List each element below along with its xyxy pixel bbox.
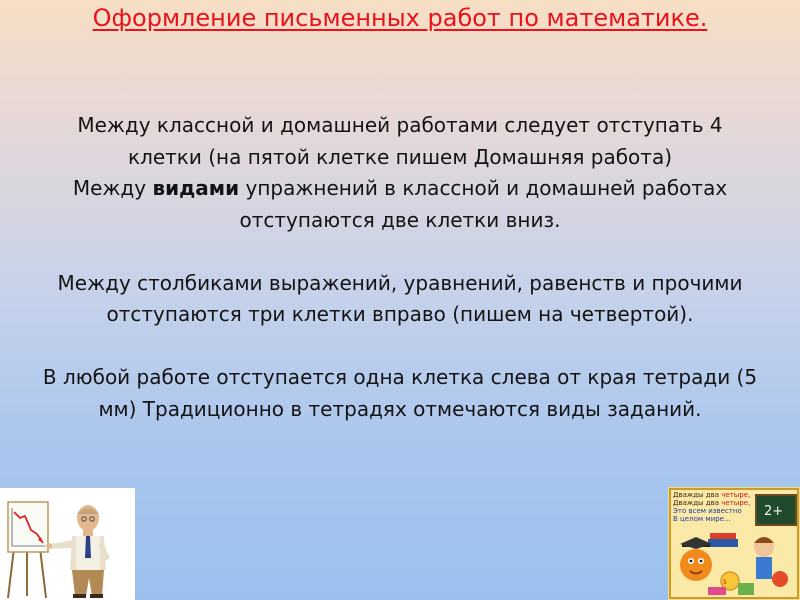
svg-text:2+: 2+ [764,504,784,519]
spacer [40,236,760,268]
text-segment: упражнений в классной и домашней работах отступаются две клетки вниз. [239,176,728,232]
poster-line: В целом мире... [673,515,731,523]
paragraph-homework-gap: Между классной и домашней работами следует отступать 4 клетки (на пятой клетке пишем Домашняя работа) [77,113,723,169]
paragraph-columns-gap: Между столбиками выражений, уравнений, равенств и прочими отступаются три клетки вправо (пишем на четвертой). [57,270,743,326]
paragraph-margin: В любой работе отступается одна клетка слева от края тетради (5 мм) Традиционно в тетрадях отмечаются виды заданий. [42,365,758,421]
teacher-with-chart-icon [0,488,135,600]
poster-line [673,499,751,507]
poster-line: Это всем известно [673,507,742,515]
poster-text-segment: Дважды два [673,499,722,507]
poster-caption [673,491,751,523]
spacer [40,331,760,363]
bold-word: видами [152,176,240,200]
slide-body [40,110,760,425]
poster-text-segment: четыре, [721,499,751,507]
paragraph-exercise-types [40,173,760,236]
text-segment: Между [72,176,153,200]
svg-text:5: 5 [723,579,727,586]
poster-line [673,491,751,499]
poster-text-segment: четыре, [721,491,751,499]
slide-title: Оформление письменных работ по математике. [92,4,708,32]
poster-text-segment: Дважды два [673,491,722,499]
